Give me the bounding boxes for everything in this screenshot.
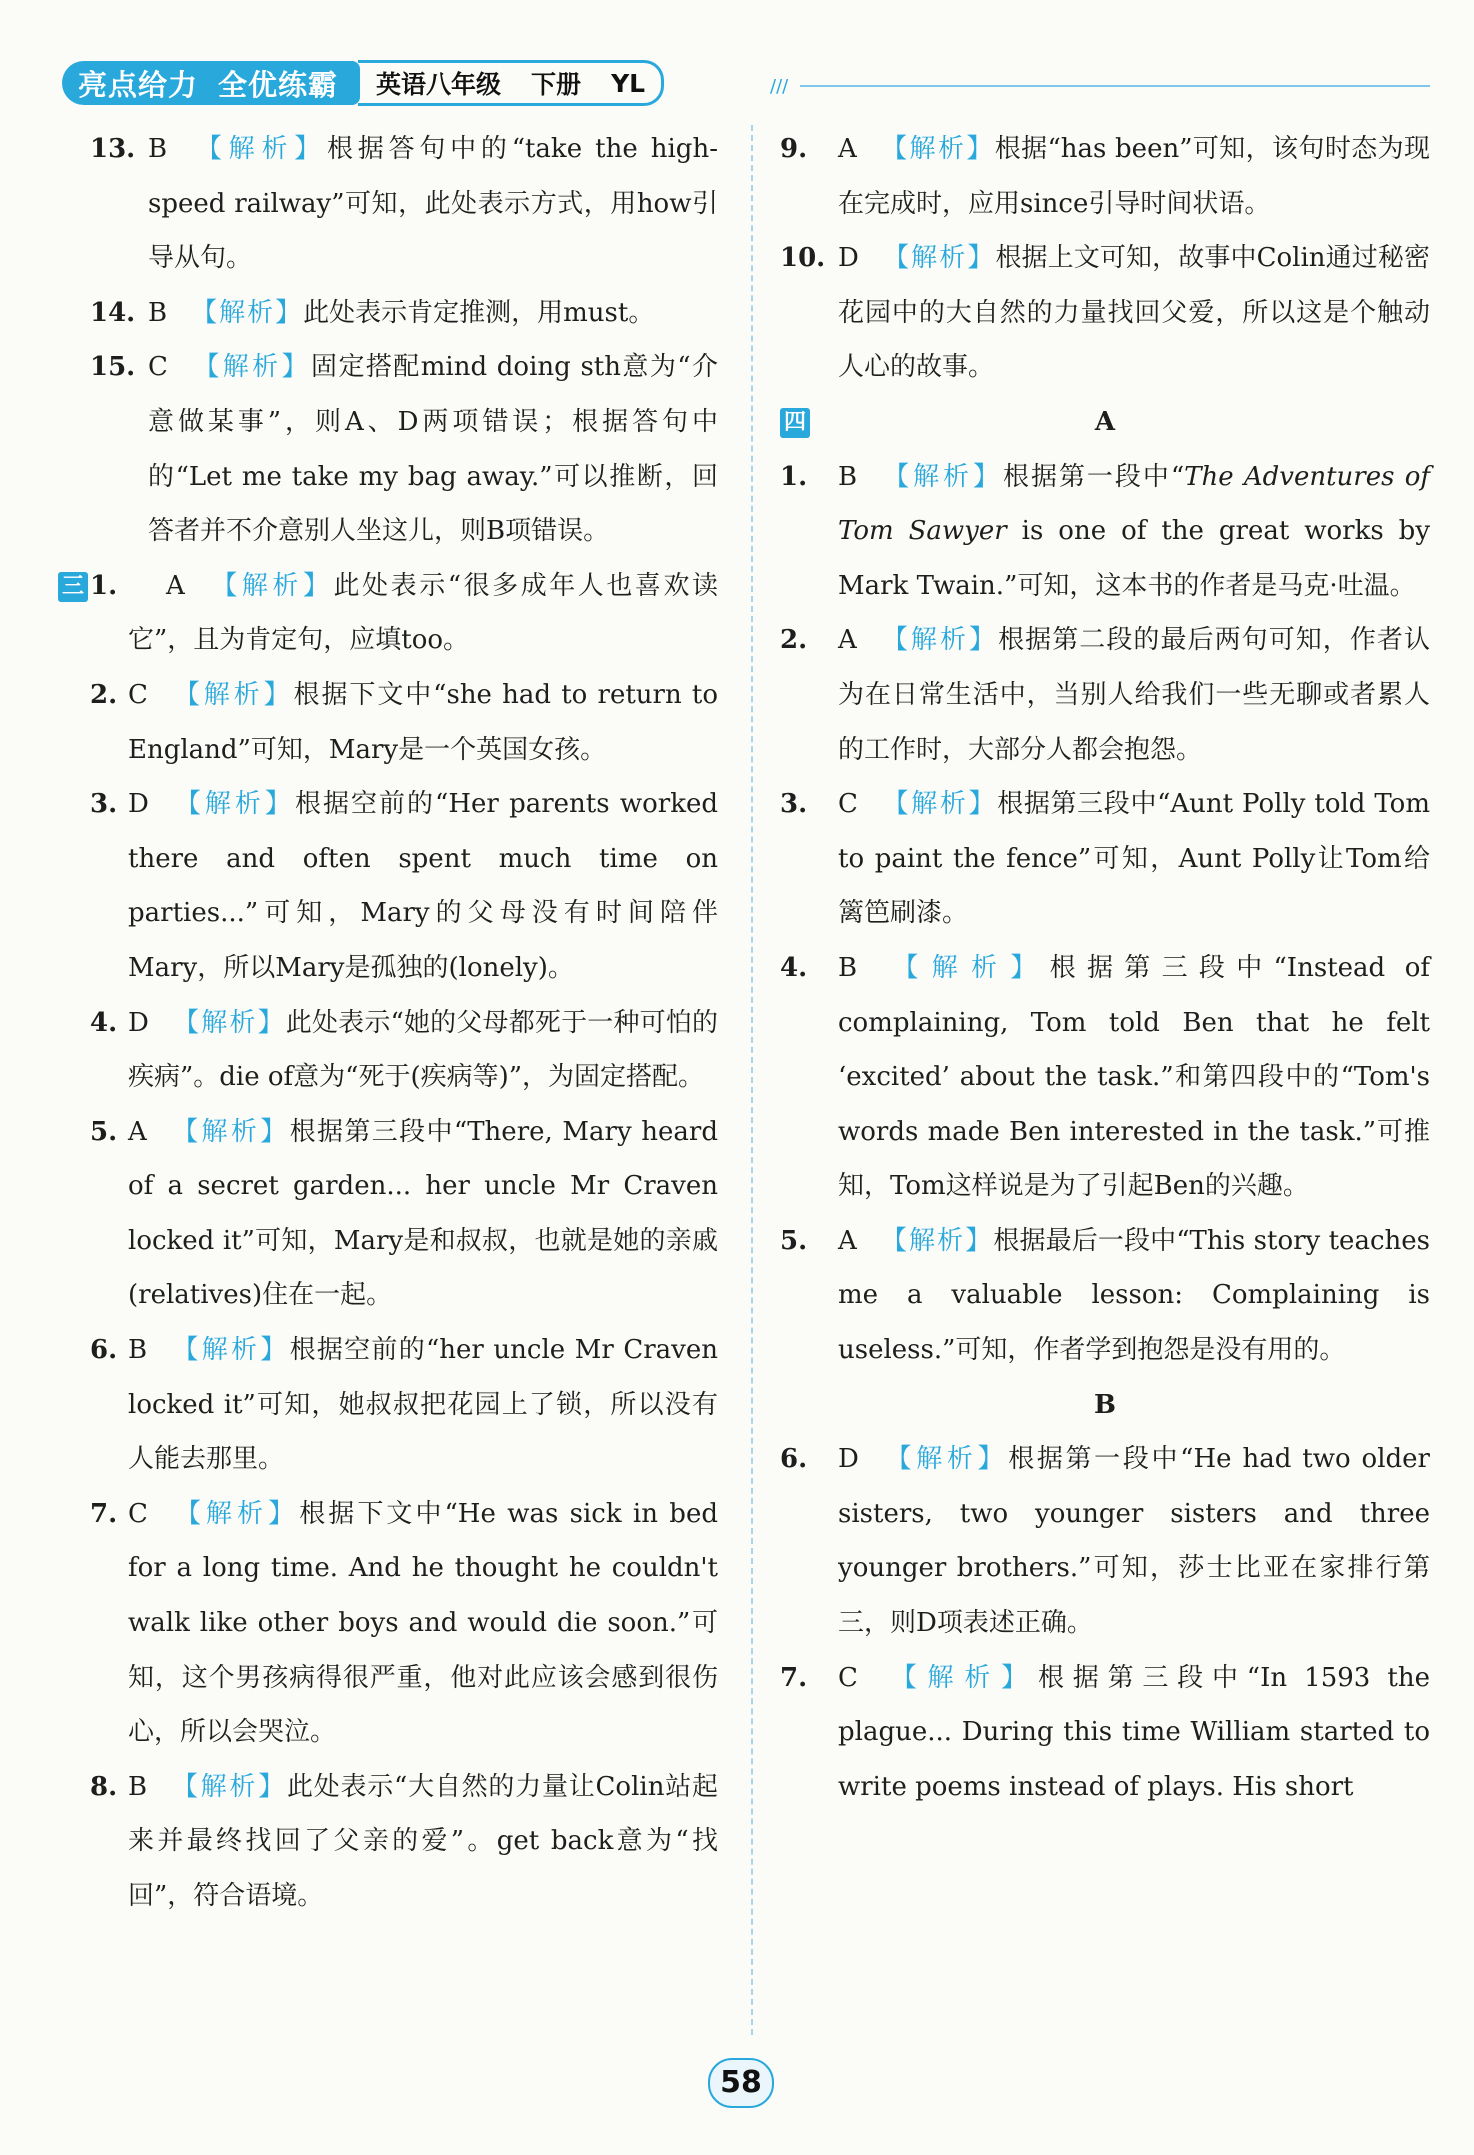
question-number: 15. [90,352,136,383]
analysis-text: 根据第三段中“Aunt Polly told Tom to paint the fence”可知，Aunt Polly让Tom给篱笆刷漆。 [838,789,1430,929]
analysis-text: 此处表示“她的父母都死于一种可怕的疾病”。die of意为“死于(疾病等)”，为固定搭配。 [128,1007,718,1093]
answer-item [90,1323,718,1487]
answer-option: B [838,461,858,492]
answer-item [780,777,1430,941]
answer-option: B [128,1335,148,1366]
question-number: 5. [780,1225,808,1256]
answer-item [90,996,718,1105]
answer-option: A [838,625,857,656]
question-number: 4. [90,1007,118,1038]
question-number: 2. [90,679,118,710]
book-title-italic: The Adventures of Tom Sawyer [838,461,1430,547]
part-b-heading: B [1094,1389,1116,1420]
brand-banner [62,61,360,105]
header-rule [800,85,1430,87]
book-title [358,60,664,106]
answer-option: B [148,134,168,164]
analysis-text: 根据空前的“Her parents worked there and often spent much time on parties...”可知，Mary的父母没有时间陪伴Mary，所以Mary是孤独的(lonely)。 [128,789,718,983]
book-volume: 下册 [531,70,582,99]
answer-item [780,450,1430,614]
book-edition: YL [611,68,646,98]
analysis-text: 根据下文中“she had to return to England”可知，Mary是一个英国女孩。 [128,679,718,765]
analysis-text: 根据第三段中“In 1593 the plague... During this time William started to write poems instead of plays. His short [838,1662,1430,1802]
answer-item [780,613,1430,777]
question-number: 6. [90,1335,118,1366]
part-a-heading: A [1094,406,1116,437]
analysis-text: 根据第三段中“Instead of complaining, Tom told Ben that he felt ‘excited’ about the task.”和第四段中的“Tom's words made Ben interested in the task.”可推知，Tom这样说是为了引起Ben的兴趣。 [838,952,1430,1202]
brand-name: 亮点给力 [78,67,199,102]
left-column [61,122,718,1924]
answer-option: D [128,1007,149,1038]
brand-slogan: 全优练霸 [218,67,339,102]
question-number: 10. [780,243,826,274]
answer-option: A [838,134,857,164]
section-four-mark: 四 [780,408,810,438]
answer-item [780,122,1430,231]
book-subject: 英语八年级 [376,70,502,99]
answer-option: B [148,297,168,328]
analysis-tag: 【解析】 [172,789,295,820]
analysis-text: 根据空前的“her uncle Mr Craven locked it”可知，她叔叔把花园上了锁，所以没有人能去那里。 [128,1335,718,1475]
answer-item [90,122,718,286]
analysis-text-pre: 根据第一段中“ [1003,461,1185,492]
section-three-mark: 三 [58,572,88,602]
question-number: 14. [90,297,136,328]
answer-option: A [166,570,185,601]
analysis-tag: 【解析】 [191,297,304,328]
analysis-text-post: is one of the great works by Mark Twain.”可知，这本书的作者是马克·吐温。 [838,516,1431,601]
analysis-tag: 【解析】 [172,1007,286,1038]
question-number: 4. [780,952,808,983]
analysis-tag: 【解析】 [881,789,998,820]
analysis-tag: 【解析】 [171,1335,290,1366]
answer-option: D [838,243,859,274]
analysis-text: 此处表示肯定推测，用must。 [303,297,655,328]
answer-option: C [838,789,858,820]
answer-option: C [128,1498,148,1529]
answer-item [90,340,718,558]
analysis-tag: 【解析】 [882,243,996,274]
column-divider [751,125,753,2035]
answer-option: C [128,679,148,710]
analysis-tag: 【解析】 [880,625,999,656]
analysis-tag: 【解析】 [880,134,995,164]
answer-option: A [838,1225,857,1256]
question-number: 3. [780,789,808,820]
answer-item [90,777,718,995]
analysis-tag: 【解析】 [208,570,334,601]
analysis-text: 根据最后一段中“This story teaches me a valuable lesson: Complaining is useless.”可知，作者学到抱怨是没有用的。 [838,1225,1430,1366]
analysis-tag: 【解析】 [170,1116,290,1147]
answer-item [780,1651,1430,1815]
question-number: 3. [90,789,118,820]
analysis-text: 根据上文可知，故事中Colin通过秘密花园中的大自然的力量找回父爱，所以这是个触动人心的故事。 [838,243,1430,383]
analysis-tag: 【解析】 [881,952,1050,983]
analysis-text: 根据“has been”可知，该句时态为现在完成时，应用since引导时间状语。 [838,134,1430,219]
header-slashes: /// [770,76,789,97]
answer-item [780,231,1430,395]
analysis-tag: 【解析】 [191,134,328,164]
answer-item [780,1432,1430,1650]
analysis-tag: 【解析】 [882,1444,1009,1475]
answer-option: C [148,352,168,383]
question-number: 5. [90,1116,118,1147]
analysis-tag: 【解析】 [881,1662,1038,1693]
answer-item [780,1214,1430,1378]
answer-item [90,1760,718,1924]
analysis-tag: 【解析】 [171,1771,287,1802]
section-four-heading [780,395,1430,450]
answer-option: C [838,1662,858,1693]
analysis-text: 根据答句中的“take the high-speed railway”可知，此处表示方式，用how引导从句。 [148,134,718,274]
question-number: 2. [780,625,808,656]
answer-option: B [128,1771,148,1802]
question-number: 8. [90,1771,118,1802]
answer-option: D [838,1444,859,1475]
question-number: 7. [780,1662,808,1693]
answer-option: B [838,952,858,983]
question-number: 6. [780,1444,808,1475]
analysis-tag: 【解析】 [171,1498,300,1529]
analysis-text: 此处表示“大自然的力量让Colin站起来并最终找回了父亲的爱”。get back意为“找回”，符合语境。 [128,1771,718,1911]
analysis-text: 根据第三段中“There, Mary heard of a secret garden... her uncle Mr Craven locked it”可知，Mary是和叔叔，也就是她的亲戚(relatives)住在一起。 [128,1116,718,1311]
analysis-tag: 【解析】 [881,461,1003,492]
analysis-tag: 【解析】 [171,679,294,710]
question-number: 7. [90,1498,118,1529]
question-number: 13. [90,134,136,164]
analysis-tag: 【解析】 [191,352,312,383]
analysis-text: 此处表示“很多成年人也喜欢读它”，且为肯定句，应填too。 [128,570,718,656]
analysis-tag: 【解析】 [880,1225,994,1256]
answer-item [61,559,718,668]
page-header [62,60,664,106]
answer-item [90,668,718,777]
analysis-text: 固定搭配mind doing sth意为“介意做某事”，则A、D两项错误；根据答句中的“Let me take my bag away.”可以推断，回答者并不介意别人坐这儿，则B项错误。 [148,352,718,547]
answer-option: D [128,789,149,820]
analysis-text: 根据第一段中“He had two older sisters, two younger sisters and three younger brothers.”可知，莎士比亚在家排行第三，则D项表述正确。 [838,1444,1430,1639]
analysis-text: 根据第二段的最后两句可知，作者认为在日常生活中，当别人给我们一些无聊或者累人的工作时，大部分人都会抱怨。 [838,625,1430,765]
answer-item [90,286,718,341]
analysis-text: 根据下文中“He was sick in bed for a long time. And he thought he couldn't walk like other boys and would die soon.”可知，这个男孩病得很严重，他对此应该会感到很伤心，所以会哭泣。 [128,1498,718,1748]
question-number: 1. [90,570,118,601]
answer-option: A [128,1116,147,1147]
answer-item [90,1487,718,1760]
answer-item [780,941,1430,1214]
answer-item [90,1105,718,1323]
question-number: 9. [780,134,808,164]
question-number: 1. [780,461,808,492]
right-column [780,122,1430,1814]
page-number: 58 [708,2058,774,2108]
